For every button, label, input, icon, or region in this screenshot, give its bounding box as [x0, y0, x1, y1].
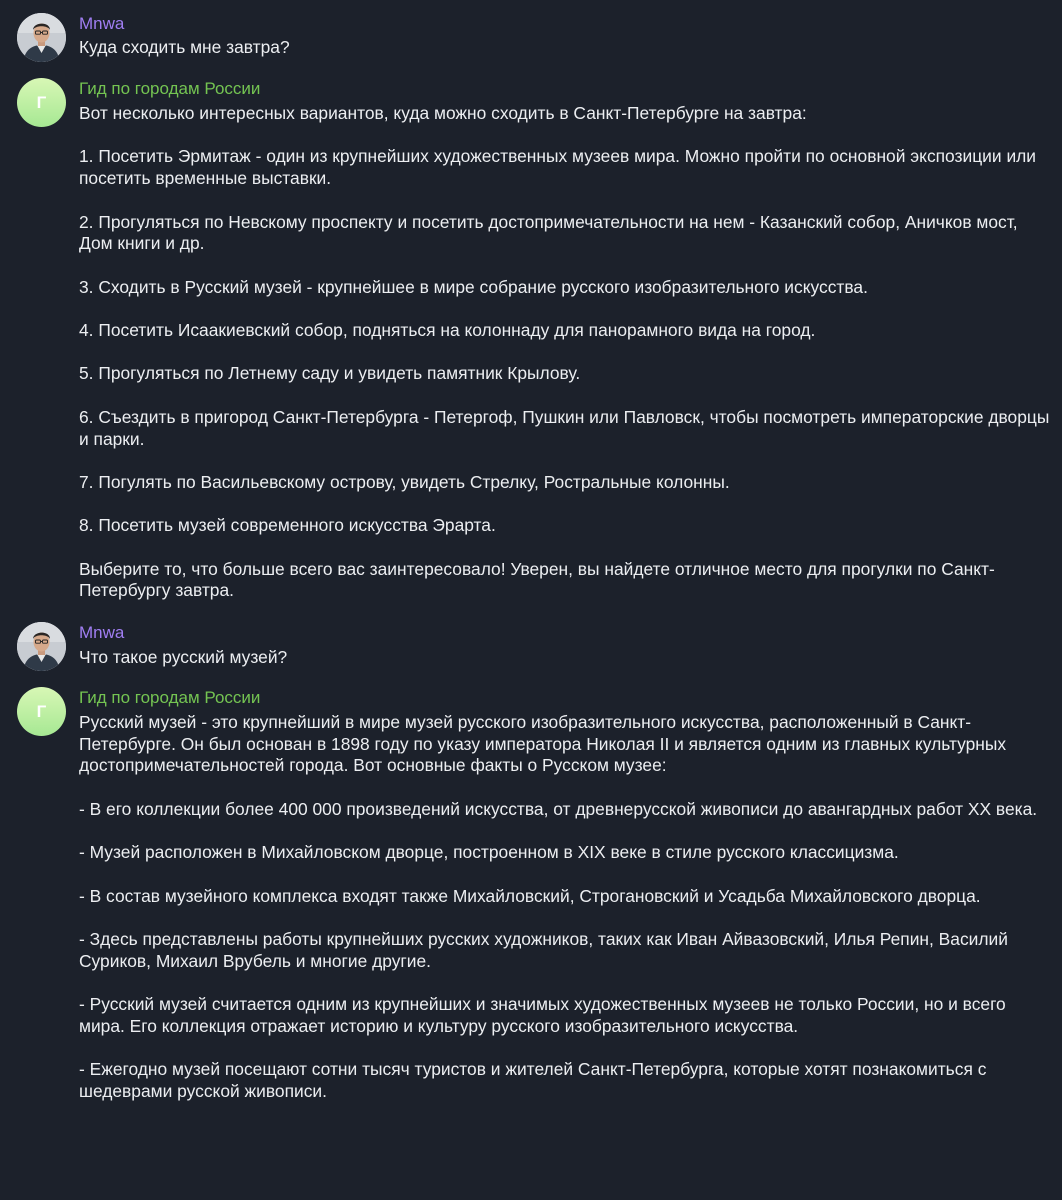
user-photo-icon: [17, 13, 66, 62]
user-avatar[interactable]: [17, 13, 66, 62]
bot-avatar-letter: Г: [36, 92, 47, 112]
message-author[interactable]: Гид по городам России: [79, 79, 261, 98]
message-text: Русский музей - это крупнейший в мире музей русского изобразительного искусства, расположенный в Санкт-Петербурге. Он был основан в 1898 году по указу императора Николая II и является одним из главных культурных достопримечательностей города. Вот основные факты о Русском музее: - В его коллекции более 400 000 произведений искусства, от древнерусской живописи до авангардных работ XX века. - Музей расположен в Михайловском дворце, построенном в XIX веке в стиле русского классицизма. - В состав музейного комплекса входят также Михайловский, Строгановский и Усадьба Михайловского дворца. - Здесь представлены работы крупнейших русских художников, таких как Иван Айвазовский, Илья Репин, Василий Суриков, Михаил Врубель и многие другие. - Русский музей считается одним из крупнейших и значимых художественных музеев не только России, но и всего мира. Его коллекция отражает историю и культуру русского изобразительного искусства. - Ежегодно музей посещают сотни тысяч туристов и жителей Санкт-Петербурга, которые хотят познакомиться с шедеврами русской живописи.: [79, 712, 1038, 1101]
message-text: Что такое русский музей?: [79, 647, 288, 667]
bot-avatar[interactable]: [17, 78, 66, 127]
message-author[interactable]: Mnwa: [79, 623, 125, 642]
bot-avatar-letter: Г: [36, 701, 47, 721]
message-text: Вот несколько интересных вариантов, куда можно сходить в Санкт-Петербурге на завтра: 1. Посетить Эрмитаж - один из крупнейших художественных музеев мира. Можно пройти по основной экспозиции или посетить временные выставки. 2. Прогуляться по Невскому проспекту и посетить достопримечательности на нем - Казанский собор, Аничков мост, Дом книги и др. 3. Сходить в Русский музей - крупнейшее в мире собрание русского изобразительного искусства. 4. Посетить Исаакиевский собор, подняться на колоннаду для панорамного вида на город. 5. Прогуляться по Летнему саду и увидеть памятник Крылову. 6. Съездить в пригород Санкт-Петербурга - Петергоф, Пушкин или Павловск, чтобы посмотреть императорские дворцы и парки. 7. Погулять по Васильевскому острову, увидеть Стрелку, Ростральные колонны. 8. Посетить музей современного искусства Эрарта. Выберите то, что больше всего вас заинтересовало! Уверен, вы найдете отличное место для прогулки по Санкт-Петербургу завтра.: [79, 103, 1050, 601]
user-photo-icon: [17, 622, 66, 671]
message-author[interactable]: Гид по городам России: [79, 688, 261, 707]
message-author[interactable]: Mnwa: [79, 14, 125, 33]
user-avatar[interactable]: [17, 622, 66, 671]
message-text: Куда сходить мне завтра?: [79, 37, 290, 57]
bot-avatar[interactable]: [17, 687, 66, 736]
